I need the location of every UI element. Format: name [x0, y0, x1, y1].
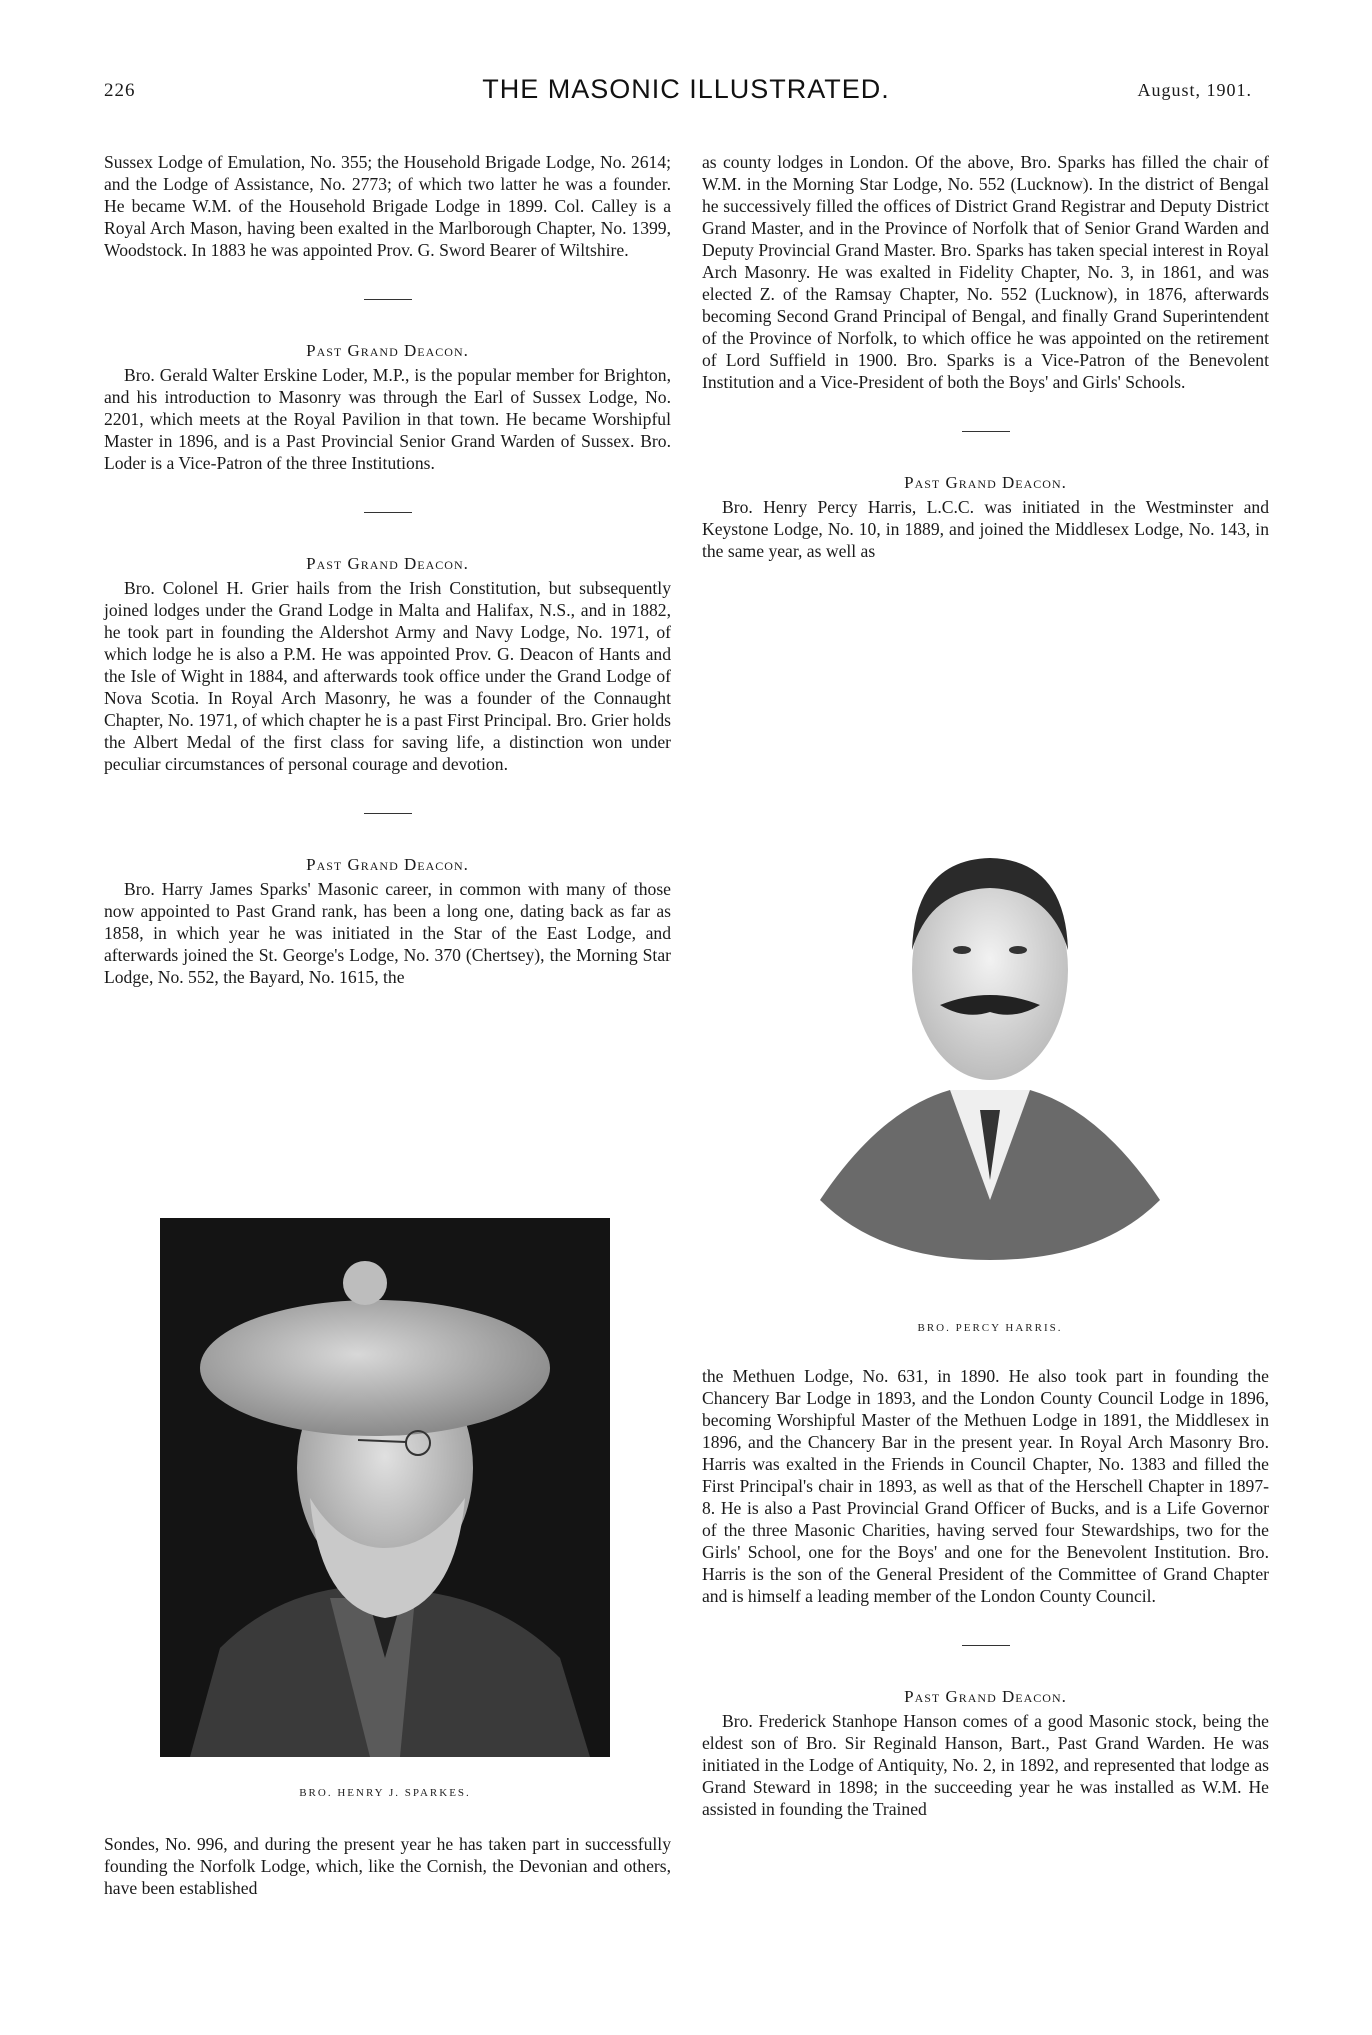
right-heading-2: Past Grand Deacon. [904, 473, 1067, 492]
left-paragraph-4: Bro. Harry James Sparks' Masonic career, in common with many of those now appointed to Past Grand rank, has been a long one, dating back as far as 1858, in which year he was initiated in the Star of the East Lodge, and afterwards joined the St. George's Lodge, No. 370 (Chertsey), the Morning Star Lodge, No. 552, the Bayard, No. 1615, the [104, 879, 671, 987]
left-paragraph-5: Sondes, No. 996, and during the present year he has taken part in successfully founding the Norfolk Lodge, which, like the Cornish, the Devonian and others, have been established [104, 1834, 671, 1898]
caption-sparkes: BRO. HENRY J. SPARKES. [299, 1787, 471, 1799]
portrait-percy-harris [800, 780, 1180, 1280]
left-paragraph-3: Bro. Colonel H. Grier hails from the Irish Constitution, but subsequently joined lodges under the Grand Lodge in Malta and Halifax, N.S., and in 1882, he took part in founding the Aldershot Army and Navy Lodge, No. 1971, of which lodge he is also a P.M. He was appointed Prov. G. Deacon of Hants and the Isle of Wight in 1884, and afterwards took office under the Grand Lodge of Nova Scotia. In Royal Arch Masonry, he was a founder of the Connaught Chapter, No. 1971, of which chapter he is a past First Principal. Bro. Grier holds the Albert Medal of the first class for saving life, a distinction won under peculiar circumstances of personal courage and devotion. [104, 578, 671, 774]
right-paragraph-2: Bro. Henry Percy Harris, L.C.C. was initiated in the Westminster and Keystone Lodge, No. 10, in 1889, and joined the Middlesex Lodge, No. 143, in the same year, as well as [702, 497, 1269, 561]
right-column-upper [702, 151, 1269, 562]
section-divider [962, 431, 1010, 432]
right-paragraph-1: as county lodges in London. Of the above, Bro. Sparks has filled the chair of W.M. in the Morning Star Lodge, No. 552 (Lucknow). In the district of Bengal he successively filled the offices of District Grand Registrar and Deputy District Grand Master, and in the Province of Norfolk that of Senior Grand Warden and Deputy Provincial Grand Master. Bro. Sparks has taken special interest in Royal Arch Masonry. He was exalted in Fidelity Chapter, No. 3, in 1861, and was elected Z. of the Ramsay Chapter, No. 552 (Lucknow), in 1876, afterwards becoming Second Grand Principal of Bengal, and finally Grand Superintendent of the Province of Norfolk, to which office he was appointed on the retirement of Lord Suffield in 1900. Bro. Sparks is a Vice-Patron of the Benevolent Institution and a Vice-President of both the Boys' and Girls' Schools. [702, 152, 1269, 392]
section-divider [364, 512, 412, 513]
right-paragraph-3: the Methuen Lodge, No. 631, in 1890. He also took part in founding the Chancery Bar Lodge in 1893, and the London County Council Lodge in 1896, becoming Worshipful Master of the Methuen Lodge in 1891, the Middlesex in 1896, and the Chancery Bar in the present year. In Royal Arch Masonry Bro. Harris was exalted in the Friends in Council Chapter, No. 1383 and filled the First Principal's chair in 1893, as well as that of the Herschell Chapter in 1897-8. He is also a Past Provincial Grand Officer of Bucks, and is a Life Governor of the three Masonic Charities, having served four Stewardships, two for the Girls' School, one for the Boys' and one for the Benevolent Institution. Bro. Harris is the son of the General President of the Committee of Grand Chapter and is himself a leading member of the London County Council. [702, 1366, 1269, 1606]
left-paragraph-2: Bro. Gerald Walter Erskine Loder, M.P., is the popular member for Brighton, and his introduction to Masonry was through the Earl of Sussex Lodge, No. 2201, which meets at the Royal Pavilion in that town. He became Worshipful Master in 1896, and is a Past Provincial Senior Grand Warden of Sussex. Bro. Loder is a Vice-Patron of the three Institutions. [104, 365, 671, 473]
left-heading-2: Past Grand Deacon. [306, 341, 469, 360]
page-number: 226 [104, 80, 136, 101]
left-column-lower [104, 1833, 671, 1899]
left-paragraph-1: Sussex Lodge of Emulation, No. 355; the Household Brigade Lodge, No. 2614; and the Lodge of Assistance, No. 2773; of which two latter he was a founder. He became W.M. of the Household Brigade Lodge in 1899. Col. Calley is a Royal Arch Mason, having been exalted in the Marlborough Chapter, No. 1399, Woodstock. In 1883 he was appointed Prov. G. Sword Bearer of Wiltshire. [104, 152, 671, 260]
section-divider [364, 299, 412, 300]
masthead-title: THE MASONIC ILLUSTRATED. [482, 74, 890, 104]
right-column-lower [702, 1365, 1269, 1820]
section-divider [962, 1645, 1010, 1646]
left-heading-4: Past Grand Deacon. [306, 855, 469, 874]
left-heading-3: Past Grand Deacon. [306, 554, 469, 573]
portrait-henry-sparkes [160, 1218, 610, 1757]
right-paragraph-4: Bro. Frederick Stanhope Hanson comes of a good Masonic stock, being the eldest son of Bro. Sir Reginald Hanson, Bart., Past Grand Warden. He was initiated in the Lodge of Antiquity, No. 2, in 1892, and represented that lodge as Grand Steward in 1898; in the succeeding year he was installed as W.M. He assisted in founding the Trained [702, 1711, 1269, 1819]
issue-date: August, 1901. [1137, 80, 1252, 100]
left-column-upper [104, 151, 671, 988]
section-divider [364, 813, 412, 814]
right-heading-4: Past Grand Deacon. [904, 1687, 1067, 1706]
caption-harris: BRO. PERCY HARRIS. [917, 1322, 1063, 1334]
